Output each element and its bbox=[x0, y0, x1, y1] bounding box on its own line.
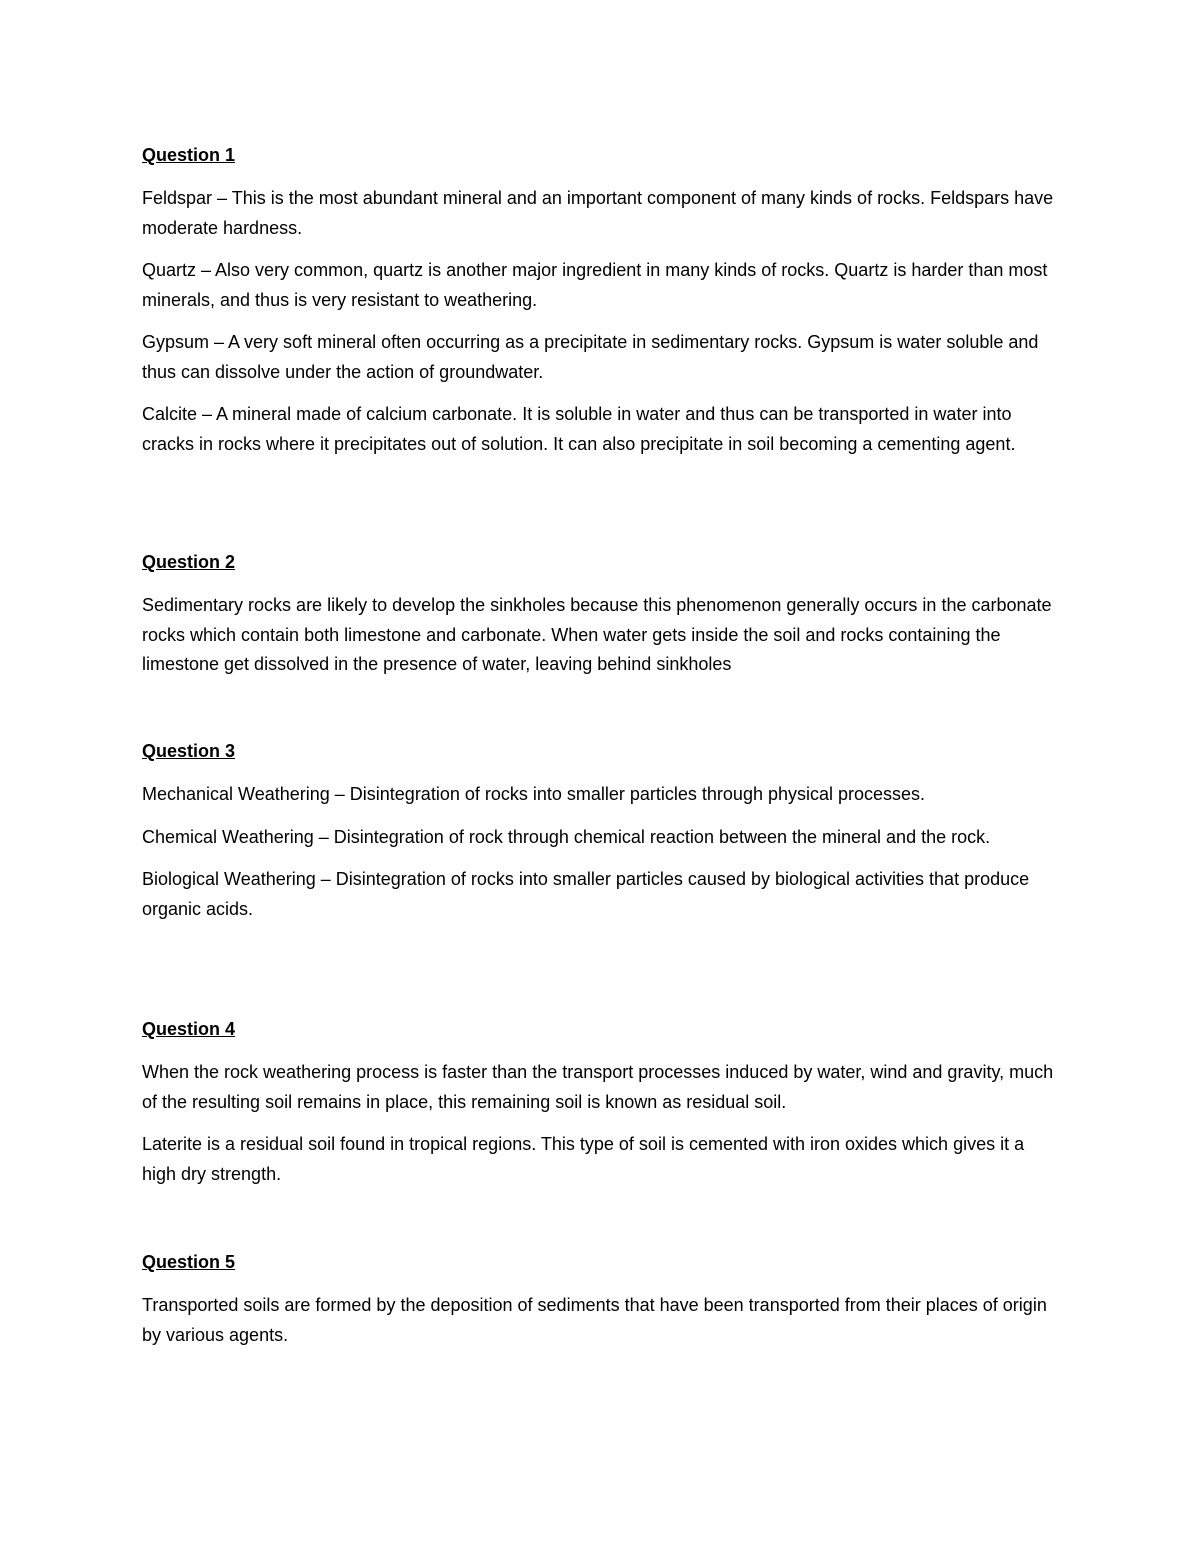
question-1-section bbox=[142, 141, 1062, 472]
question-3-heading: Question 3 bbox=[142, 741, 236, 761]
calcite-paragraph: Calcite – A mineral made of calcium carbonate. It is soluble in water and thus can be transported in water into cracks in rocks where it precipitates out of solution. It can also precipitate in soil becoming a cementing agent. bbox=[142, 404, 1016, 454]
question-5-section bbox=[142, 1248, 1062, 1363]
sinkholes-paragraph: Sedimentary rocks are likely to develop the sinkholes because this phenomenon generally occurs in the carbonate rocks which contain both limestone and carbonate. When water gets inside the soil and rocks containing the limestone get dissolved in the presence of water, leaving behind sinkholes bbox=[142, 595, 1052, 674]
feldspar-paragraph: Feldspar – This is the most abundant mineral and an important component of many kinds of rocks. Feldspars have moderate hardness. bbox=[142, 188, 1054, 238]
residual-soil-paragraph: When the rock weathering process is faster than the transport processes induced by water, wind and gravity, much of the resulting soil remains in place, this remaining soil is known as residual soil. bbox=[142, 1062, 1054, 1112]
question-1-heading: Question 1 bbox=[142, 145, 236, 165]
laterite-paragraph: Laterite is a residual soil found in tropical regions. This type of soil is cemented with iron oxides which gives it a high dry strength. bbox=[142, 1134, 1025, 1184]
question-4-section bbox=[142, 1015, 1062, 1202]
biological-weathering-paragraph: Biological Weathering – Disintegration of rocks into smaller particles caused by biological activities that produce organic acids. bbox=[142, 869, 1030, 919]
question-5-heading: Question 5 bbox=[142, 1252, 236, 1272]
question-4-heading: Question 4 bbox=[142, 1019, 236, 1039]
transported-soils-paragraph: Transported soils are formed by the deposition of sediments that have been transported from their places of origin by various agents. bbox=[142, 1295, 1047, 1345]
mechanical-weathering-paragraph: Mechanical Weathering – Disintegration of rocks into smaller particles through physical processes. bbox=[142, 784, 926, 804]
question-3-section bbox=[142, 737, 1062, 937]
gypsum-paragraph: Gypsum – A very soft mineral often occurring as a precipitate in sedimentary rocks. Gypsum is water soluble and thus can dissolve under the action of groundwater. bbox=[142, 332, 1039, 382]
chemical-weathering-paragraph: Chemical Weathering – Disintegration of rock through chemical reaction between the mineral and the rock. bbox=[142, 826, 991, 847]
question-2-section bbox=[142, 548, 1062, 693]
question-2-heading: Question 2 bbox=[142, 552, 236, 572]
quartz-paragraph: Quartz – Also very common, quartz is another major ingredient in many kinds of rocks. Quartz is harder than most minerals, and thus is very resistant to weathering. bbox=[142, 260, 1048, 310]
